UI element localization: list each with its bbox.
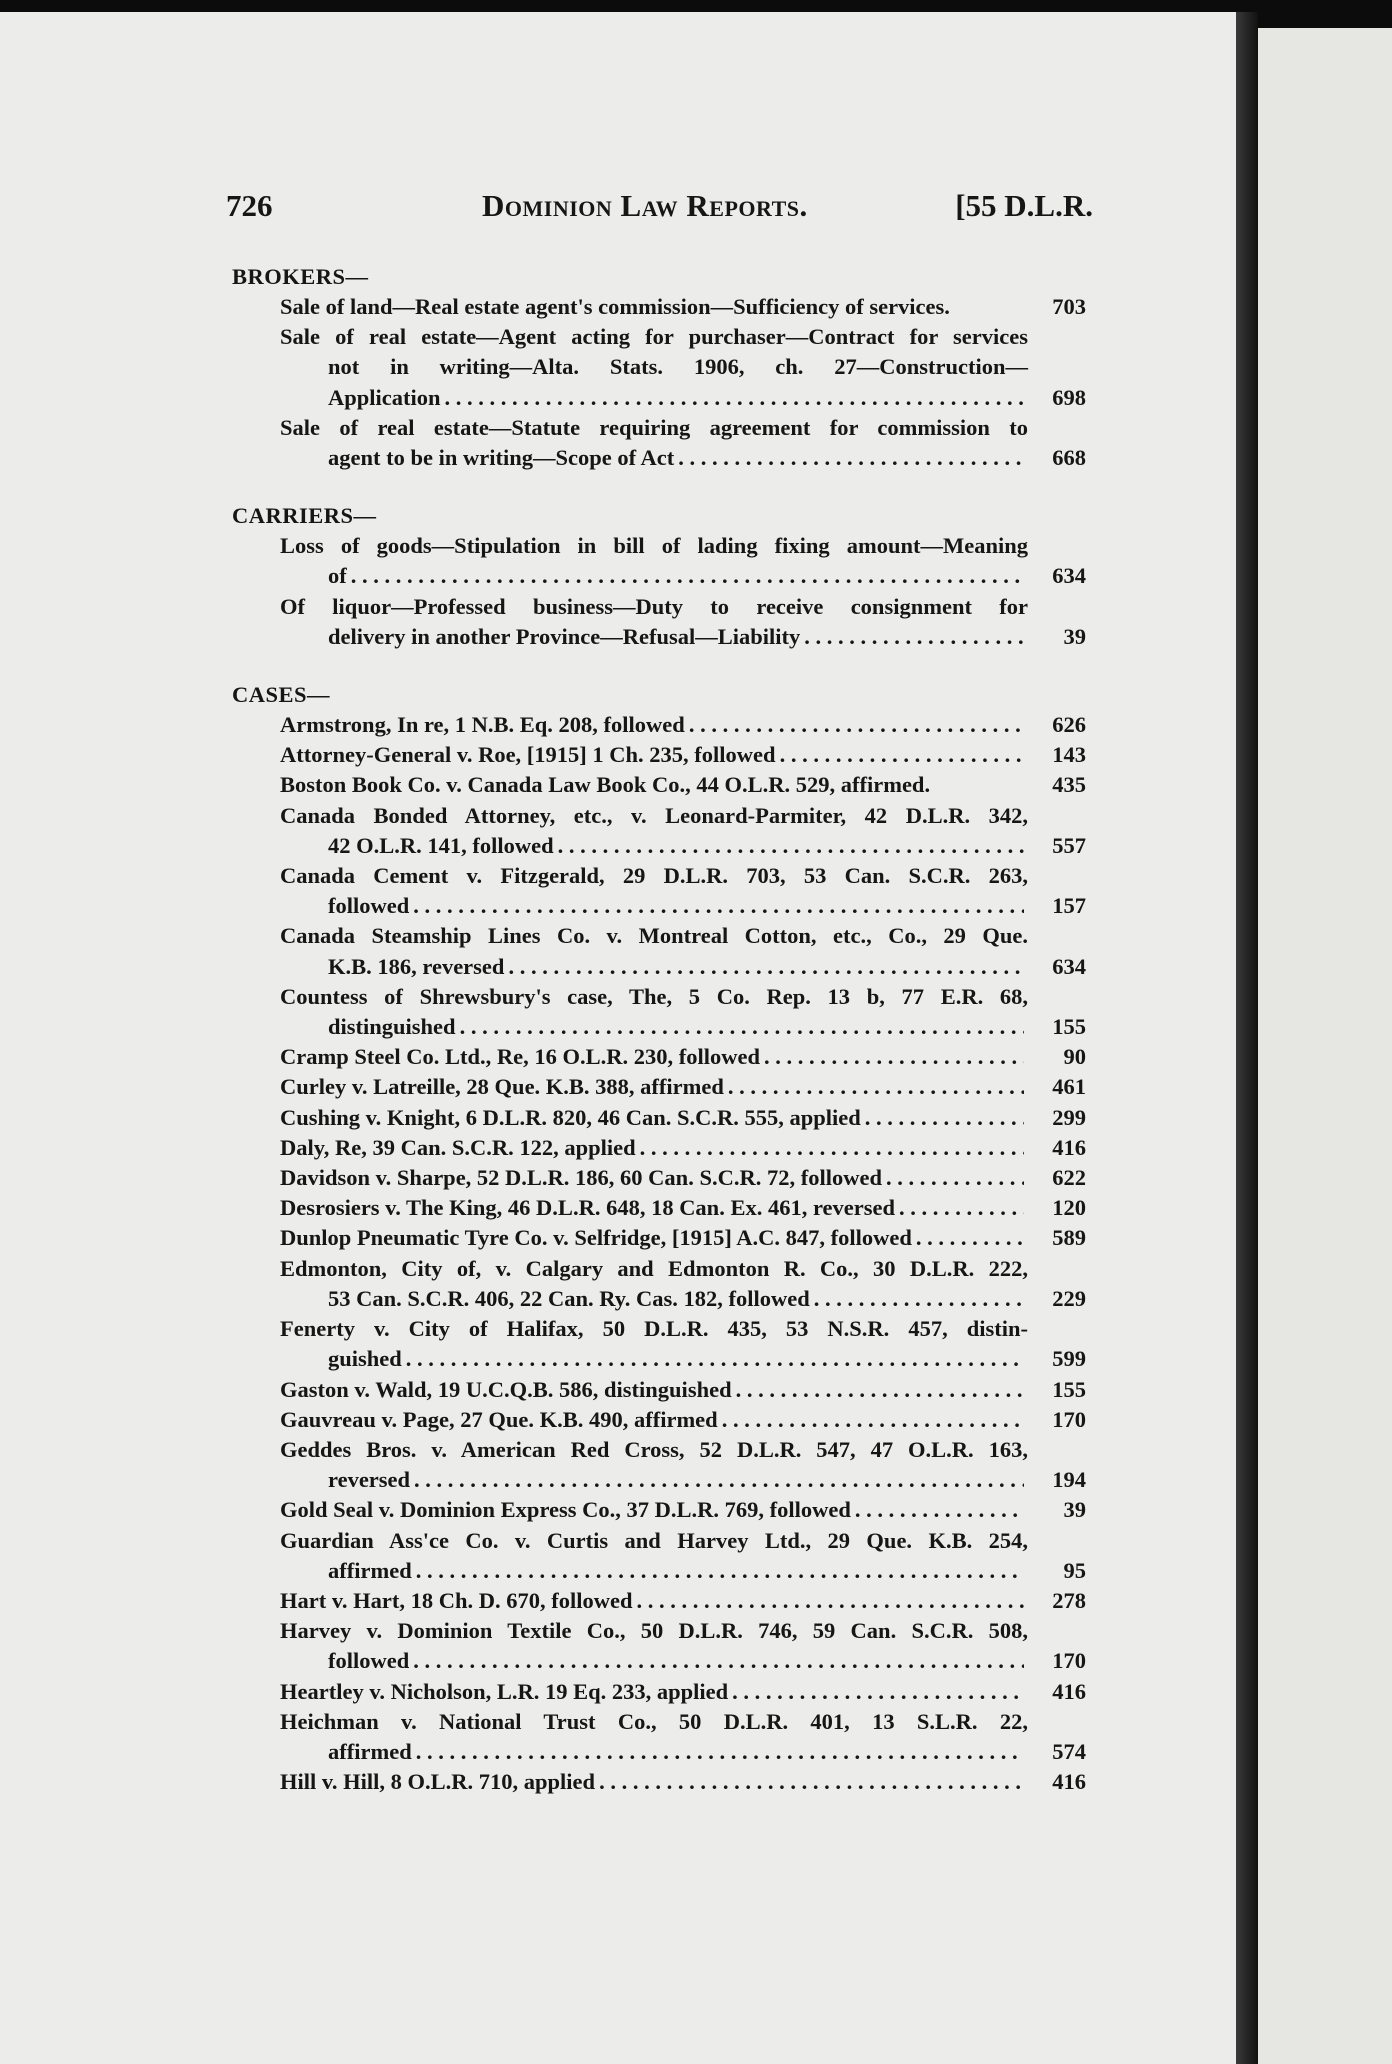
index-entry [232,1314,1086,1374]
dot-leader [413,1646,1024,1676]
dot-leader [406,1344,1024,1374]
volume-label: [55 D.L.R. [955,188,1093,223]
page-reference: 39 [1063,1497,1086,1523]
entry-text: distinguished [328,1014,456,1040]
index-entry [232,413,1086,473]
entry-text: Sale of real estate—Statute requiring agreement for commission to [280,414,1028,440]
index-entry [232,1707,1086,1767]
entry-text: Gaston v. Wald, 19 U.C.Q.B. 586, distinguished [280,1376,732,1402]
dot-leader [413,891,1024,921]
entry-text: followed [328,893,410,919]
dot-leader [722,1405,1024,1435]
entry-text: Gold Seal v. Dominion Express Co., 37 D.L.R. 769, followed [280,1497,851,1523]
page-reference: 634 [1052,953,1086,979]
entry-text: Loss of goods—Stipulation in bill of lading fixing amount—Meaning [280,533,1028,559]
entry-text: Heichman v. National Trust Co., 50 D.L.R. 401, 13 S.L.R. 22, [280,1708,1028,1734]
page-reference: 461 [1052,1074,1086,1100]
index-entry [232,592,1086,652]
dot-leader [855,1495,1024,1525]
index-entry [232,1767,1086,1797]
entry-text: Attorney-General v. Roe, [1915] 1 Ch. 235, followed [280,742,776,768]
facing-page [1258,28,1392,2064]
page-reference: 557 [1052,832,1086,858]
entry-text: reversed [328,1467,411,1493]
entry-text: Daly, Re, 39 Can. S.C.R. 122, applied [280,1134,636,1160]
page-reference: 622 [1052,1165,1086,1191]
page-reference: 416 [1052,1134,1086,1160]
page-reference: 416 [1052,1769,1086,1795]
page-reference: 703 [1052,294,1086,319]
entry-text: 53 Can. S.C.R. 406, 22 Can. Ry. Cas. 182, followed [328,1285,810,1311]
index-entry [232,1042,1086,1072]
entry-text: Desrosiers v. The King, 46 D.L.R. 648, 18 Can. Ex. 461, reversed [280,1195,896,1221]
index-entry [232,1223,1086,1253]
dot-leader [599,1767,1024,1797]
index-entry [232,292,1086,322]
index-entry [232,921,1086,981]
entry-text: Canada Steamship Lines Co. v. Montreal Cotton, etc., Co., 29 Que. [280,923,1028,949]
entry-text: Gauvreau v. Page, 27 Que. K.B. 490, affirmed [280,1406,718,1432]
entry-text: Guardian Ass'ce Co. v. Curtis and Harvey Ltd., 29 Que. K.B. 254, [280,1527,1028,1553]
index-entry [232,982,1086,1042]
running-header [226,188,1093,238]
entry-text: Davidson v. Sharpe, 52 D.L.R. 186, 60 Can. S.C.R. 72, followed [280,1165,882,1191]
page-reference: 143 [1052,742,1086,768]
index-entry [232,770,1086,800]
entry-text: Cushing v. Knight, 6 D.L.R. 820, 46 Can. S.C.R. 555, applied [280,1104,861,1130]
index-entry [232,740,1086,770]
page-reference: 589 [1052,1225,1086,1251]
dot-leader [351,561,1024,591]
dot-leader [780,740,1024,770]
index-entry [232,531,1086,591]
index-section [232,501,1086,652]
page-reference: 416 [1052,1678,1086,1704]
index-entry [232,861,1086,921]
entry-text: 42 O.L.R. 141, followed [328,832,554,858]
page-reference: 120 [1052,1195,1086,1221]
dot-leader [865,1103,1024,1133]
page-reference: 278 [1052,1587,1086,1613]
index-entry [232,1254,1086,1314]
section-heading: CARRIERS— [232,503,377,529]
index-entry [232,1072,1086,1102]
entry-text: Hill v. Hill, 8 O.L.R. 710, applied [280,1769,596,1795]
dot-leader [732,1677,1024,1707]
page-reference: 435 [1052,772,1086,798]
journal-title: Dominion Law Reports. [482,188,808,223]
section-heading: BROKERS— [232,264,369,289]
page-reference: 170 [1052,1648,1086,1674]
dot-leader [636,1586,1024,1616]
entry-text: guished [328,1346,402,1372]
index-entry [232,1677,1086,1707]
page-number: 726 [226,188,273,223]
page-reference: 90 [1063,1044,1086,1070]
page-reference: 39 [1063,623,1086,649]
index-entry [232,1375,1086,1405]
dot-leader [886,1163,1024,1193]
entry-text: Of liquor—Professed business—Duty to receive consignment for [280,593,1028,619]
page-reference: 155 [1052,1376,1086,1402]
entry-text: affirmed [328,1738,412,1764]
entry-text: agent to be in writing—Scope of Act [328,445,675,471]
dot-leader [764,1042,1024,1072]
entry-text: not in writing—Alta. Stats. 1906, ch. 27—Construction— [328,354,1028,380]
entry-text: Heartley v. Nicholson, L.R. 19 Eq. 233, applied [280,1678,729,1704]
page-reference: 668 [1052,445,1086,471]
index-entry [232,1133,1086,1163]
entry-text: Canada Cement v. Fitzgerald, 29 D.L.R. 703, 53 Can. S.C.R. 263, [280,863,1028,889]
index-section [232,262,1086,473]
dot-leader [640,1133,1024,1163]
entry-text: Armstrong, In re, 1 N.B. Eq. 208, followed [280,712,685,738]
page-reference: 574 [1052,1738,1086,1764]
page-reference: 299 [1052,1104,1086,1130]
index-entry [232,1193,1086,1223]
index-entry [232,1526,1086,1586]
page-reference: 194 [1052,1467,1086,1493]
dot-leader [899,1193,1024,1223]
entry-text: Hart v. Hart, 18 Ch. D. 670, followed [280,1587,633,1613]
dot-leader [416,1737,1024,1767]
entry-text: Edmonton, City of, v. Calgary and Edmonton R. Co., 30 D.L.R. 222, [280,1255,1028,1281]
entry-text: Harvey v. Dominion Textile Co., 50 D.L.R. 746, 59 Can. S.C.R. 508, [280,1618,1028,1644]
entry-text: Boston Book Co. v. Canada Law Book Co., 44 O.L.R. 529, affirmed. [280,772,931,798]
entry-text: Dunlop Pneumatic Tyre Co. v. Selfridge, [1915] A.C. 847, followed [280,1225,912,1251]
section-heading: CASES— [232,682,331,708]
dot-leader [558,831,1024,861]
entry-text: of [328,563,347,589]
entry-text: followed [328,1648,410,1674]
page-reference: 634 [1052,563,1086,589]
entry-text: Application [328,384,441,410]
page-reference: 698 [1052,384,1086,410]
dot-leader [916,1223,1024,1253]
entry-text: Sale of real estate—Agent acting for purchaser—Contract for services [280,324,1028,350]
dot-leader [689,710,1024,740]
entry-text: Canada Bonded Attorney, etc., v. Leonard-Parmiter, 42 D.L.R. 342, [280,802,1028,828]
index-entry [232,1405,1086,1435]
dot-leader [460,1012,1024,1042]
entry-text: affirmed [328,1557,412,1583]
index-entry [232,1163,1086,1193]
index-entry [232,322,1086,413]
entry-text: Countess of Shrewsbury's case, The, 5 Co. Rep. 13 b, 77 E.R. 68, [280,983,1028,1009]
index-section [232,680,1086,1797]
dot-leader [416,1556,1024,1586]
index-entry [232,710,1086,740]
dot-leader [414,1465,1024,1495]
index-entry [232,1616,1086,1676]
entry-text: Curley v. Latreille, 28 Que. K.B. 388, affirmed [280,1074,724,1100]
index-entry [232,1435,1086,1495]
dot-leader [804,622,1024,652]
index-entry [232,801,1086,861]
index-entry [232,1586,1086,1616]
entry-text: Geddes Bros. v. American Red Cross, 52 D.L.R. 547, 47 O.L.R. 163, [280,1436,1028,1462]
dot-leader [728,1072,1024,1102]
entry-text: delivery in another Province—Refusal—Liability [328,623,801,649]
entry-text: Cramp Steel Co. Ltd., Re, 16 O.L.R. 230, followed [280,1044,760,1070]
dot-leader [678,443,1024,473]
page-reference: 229 [1052,1285,1086,1311]
page-reference: 157 [1052,893,1086,919]
page-edge [1236,12,1258,2064]
dot-leader [736,1375,1024,1405]
page-reference: 170 [1052,1406,1086,1432]
index-entry [232,1495,1086,1525]
dot-leader [445,383,1024,413]
page-reference: 155 [1052,1014,1086,1040]
dot-leader [814,1284,1024,1314]
page-reference: 599 [1052,1346,1086,1372]
page-reference: 95 [1063,1557,1086,1583]
dot-leader [508,952,1024,982]
entry-text: Sale of land—Real estate agent's commission—Sufficiency of services. [280,294,950,319]
index-content [232,262,1086,1825]
entry-text: K.B. 186, reversed [328,953,505,979]
index-entry [232,1103,1086,1133]
entry-text: Fenerty v. City of Halifax, 50 D.L.R. 435, 53 N.S.R. 457, distin- [280,1316,1028,1342]
page-reference: 626 [1052,712,1086,738]
